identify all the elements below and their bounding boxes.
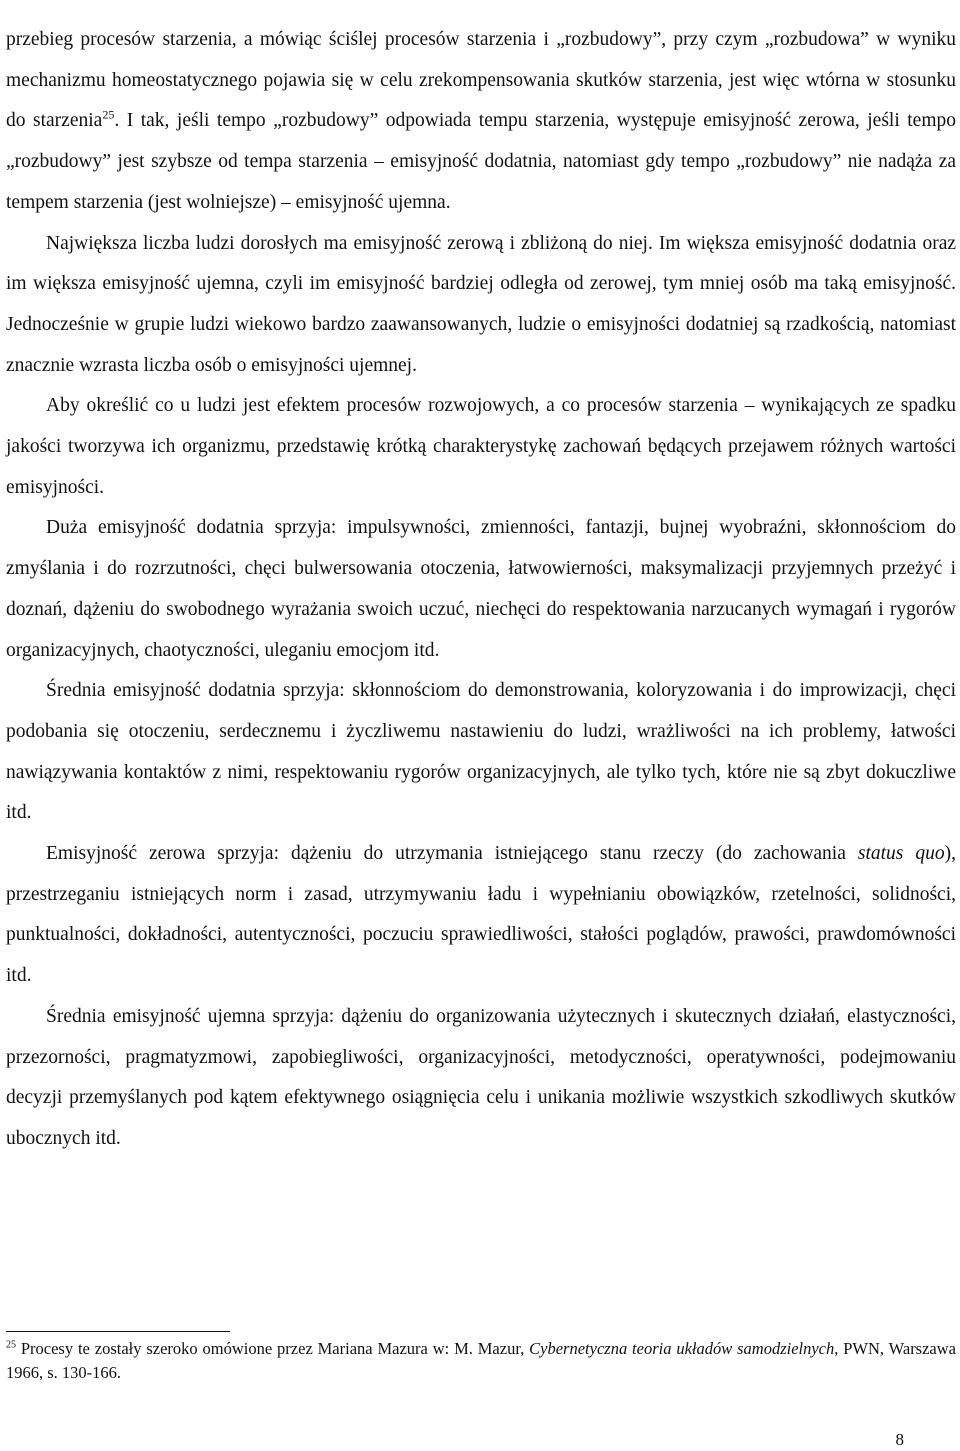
text-run: Aby określić co u ludzi jest efektem procesów rozwojowych, a co procesów starzenia – wynikających ze spadku jakości tworzywa ich organizmu, przedstawię krótką charakterystykę zachowań będących przejawem różnych wartości emisyjności. (6, 395, 956, 498)
paragraph (6, 671, 956, 834)
text-run: . I tak, jeśli tempo „rozbudowy” odpowiada tempu starzenia, występuje emisyjność zerowa, jeśli tempo „rozbudowy” jest szybsze od tempa starzenia – emisyjność dodatnia, natomiast gdy tempo „rozbudowy” nie nadąża za tempem starzenia (jest wolniejsze) – emisyjność ujemna. (6, 110, 956, 213)
text-run: ), przestrzeganiu istniejących norm i zasad, utrzymywaniu ładu i wypełnianiu obowiązków, rzetelności, solidności, punktualności, dokładności, autentyczności, poczuciu sprawiedliwości, stałości poglądów, prawości, prawdomówności itd. (6, 843, 956, 987)
text-run: Średnia emisyjność ujemna sprzyja: dążeniu do organizowania użytecznych i skutecznych działań, elastyczności, przezorności, pragmatyzmowi, zapobiegliwości, organizacyjności, metodyczności, operatywności, podejmowaniu decyzji przemyślanych pod kątem efektywnego osiągnięcia celu i unikania możliwie wszystkich szkodliwych skutków ubocznych itd. (6, 1005, 956, 1149)
italic-text: Cybernetyczna teoria układów samodzielnych (529, 1339, 835, 1358)
text-run: Duża emisyjność dodatnia sprzyja: impulsywności, zmienności, fantazji, bujnej wyobraźni, skłonnościom do zmyślania i do rozrzutności, chęci bulwersowania otoczenia, łatwowierności, maksymalizacji przyjemnych przeżyć i doznań, dążeniu do swobodnego wyrażania swoich uczuć, niechęci do respektowania narzucanych wymagań i rygorów organizacyjnych, chaotyczności, uleganiu emocjom itd. (6, 517, 956, 661)
paragraph (6, 386, 956, 508)
text-run: Największa liczba ludzi dorosłych ma emisyjność zerową i zbliżoną do niej. Im większa emisyjność dodatnia oraz im większa emisyjność ujemna, czyli im emisyjność bardziej odległa od zerowej, tym mniej osób ma taką emisyjność. Jednocześnie w grupie ludzi wiekowo bardzo zaawansowanych, ludzie o emisyjności dodatniej są rzadkością, natomiast znacznie wzrasta liczba osób o emisyjności ujemnej. (6, 232, 956, 376)
text-run: , PWN, Warszawa 1966, s. 130-166. (6, 1339, 956, 1382)
paragraph (6, 997, 956, 1160)
paragraph (6, 508, 956, 671)
footnote-marker: 25 (6, 1339, 16, 1351)
paragraph (6, 834, 956, 997)
text-run: Średnia emisyjność dodatnia sprzyja: skłonnościom do demonstrowania, koloryzowania i do improwizacji, chęci podobania się otoczeniu, serdecznemu i życzliwemu nastawieniu do ludzi, wrażliwości na ich problemy, łatwości nawiązywania kontaktów z nimi, respektowaniu rygorów organizacyjnych, ale tylko tych, które nie są zbyt dokuczliwe itd. (6, 680, 956, 824)
text-run: Emisyjność zerowa sprzyja: dążeniu do utrzymania istniejącego stanu rzeczy (do zachowania (46, 843, 858, 865)
footnote-25 (6, 1337, 956, 1385)
page-number: 8 (895, 1430, 904, 1449)
footnote-divider (6, 1331, 230, 1332)
body-text (6, 20, 956, 1160)
text-run: przebieg procesów starzenia, a mówiąc ściślej procesów starzenia i „rozbudowy”, przy czym „rozbudowa” w wyniku mechanizmu homeostatycznego pojawia się w celu zrekompensowania skutków starzenia, jest więc wtórna w stosunku do starzenia (6, 29, 956, 132)
paragraph (6, 20, 956, 224)
footnote-marker: 25 (102, 107, 115, 122)
text-run: Procesy te zostały szeroko omówione przez Mariana Mazura w: M. Mazur, (16, 1339, 530, 1358)
italic-text: status quo (857, 843, 945, 865)
paragraph (6, 224, 956, 387)
